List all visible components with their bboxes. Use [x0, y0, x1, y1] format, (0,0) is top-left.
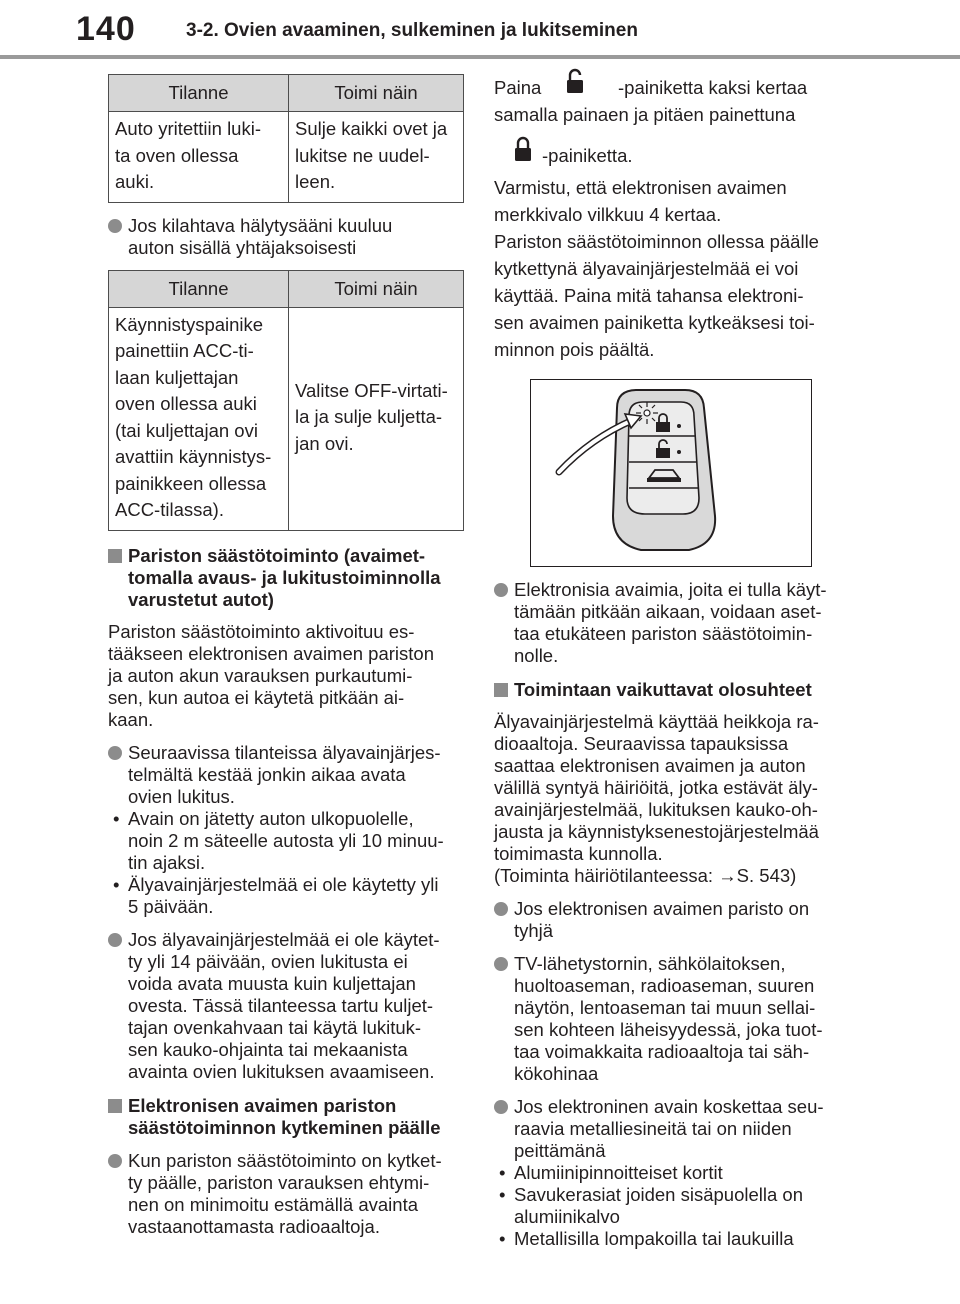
bullet-dot-icon: [108, 219, 122, 233]
table-header-action: Toimi näin: [289, 270, 464, 307]
sub-item-metal-wallets: • Metallisilla lompakoilla tai laukuilla: [499, 1228, 794, 1249]
table-cell-action: Valitse OFF-virtati- la ja sulje kuljetta- jan ovi.: [289, 307, 464, 530]
bullet-dot-icon: [108, 746, 122, 760]
sub-item-not-used: • Älyavainjärjestelmää ei ole käytetty yli 5 päivään.: [113, 873, 439, 917]
bullet-radio-sources: TV-lähetystornin, sähkölaitoksen, huoltoaseman, radioaseman, suuren näytön, lentoaseman tai muun sellai- sen kohteen läheisyydessä, joka tuot- taa voimakkaita radioaaltoja tai säh- kökohinaa: [494, 953, 854, 1085]
sub-item-cigarette-cases: • Savukerasiat joiden sisäpuolella on alumiinikalvo: [499, 1184, 803, 1227]
sub-item-aluminium-cards: • Alumiinipinnoitteiset kortit: [499, 1162, 723, 1183]
bullet-14-days: Jos älyavainjärjestelmää ei ole käytet- ty yli 14 päivään, ovien lukitusta ei voida avata muusta kuin kuljettajan ovesta. Tässä tilanteessa tartu kuljet- tajan ovenkahvaan tai käytä lukituk- sen kauko-ohjainta tai mekaanista avainta ovien lukituksen avaamiseen.: [108, 929, 464, 1083]
table-cell-action: Sulje kaikki ovet ja lukitse ne uudel- leen.: [289, 112, 464, 203]
right-column: [494, 74, 854, 1250]
bullet-enabled: Kun pariston säästötoiminto on kytket- ty päälle, pariston varauksen ehtymi- nen on minimoitu estämällä avainta vastaanottamasta radioaaltoja.: [108, 1150, 464, 1238]
bullet-metal-objects: Jos elektroninen avain koskettaa seu- raavia metalliesineitä tai on niiden peittämänä: [494, 1096, 854, 1162]
electronic-key-figure: [531, 380, 810, 565]
bullet-dot-icon: [494, 583, 508, 597]
table-door-open: [108, 74, 464, 203]
unlock-icon: [566, 68, 584, 94]
table-header-situation: Tilanne: [109, 270, 289, 307]
table-header-action: Toimi näin: [289, 75, 464, 112]
bullet-dot-icon: [494, 1100, 508, 1114]
left-column: [108, 74, 464, 1238]
lock-icon: [514, 136, 532, 162]
bullet-dot-icon: [108, 1154, 122, 1168]
heading-square-icon: [108, 1099, 122, 1113]
sub-item-key-outside: • Avain on jätetty auton ulkopuolelle, noin 2 m säteelle autosta yli 10 minuu- tin ajaksi.: [113, 807, 444, 873]
heading-square-icon: [108, 549, 122, 563]
heading-conditions: Toimintaan vaikuttavat olosuhteet: [494, 679, 854, 701]
bullet-alarm: Jos kilahtava hälytysääni kuuluu auton sisällä yhtäjaksoisesti: [108, 215, 464, 259]
heading-square-icon: [494, 683, 508, 697]
table-cell-situation: Käynnistyspainike painettiin ACC-ti- laan kuljettajan oven ollessa auki (tai kuljettajan ovi avattiin käynnistys- painikkeen ollessa ACC-tilassa).: [109, 307, 289, 530]
table-row: [109, 112, 464, 203]
section-title: 3-2. Ovien avaaminen, sulkeminen ja lukitseminen: [186, 20, 638, 41]
heading-enable-saving: Elektronisen avaimen pariston säästötoiminnon kytkeminen päälle: [108, 1095, 464, 1139]
bullet-unused-keys: Elektronisia avaimia, joita ei tulla käyt- tämään pitkään aikaan, voidaan aset- taa etukäteen pariston säästötoimin- nolle.: [494, 579, 854, 667]
heading-battery-saving: Pariston säästötoiminto (avaimet- tomalla avaus- ja lukitustoiminnolla varustetut autot): [108, 545, 464, 611]
bullet-delay: Seuraavissa tilanteissa älyavainjärjes- telmältä kestää jonkin aikaa avata ovien lukitus.: [108, 742, 464, 808]
header-rule: [0, 55, 960, 59]
smart-key-illustration: [530, 379, 812, 567]
bullet-dot-icon: [108, 933, 122, 947]
page-number: 140: [76, 10, 136, 48]
table-acc: [108, 270, 464, 531]
bullet-battery-empty: Jos elektronisen avaimen paristo on tyhjä: [494, 898, 854, 942]
press-instructions: Paina -painiketta kaksi kertaa samalla painaen ja pitäen painettuna -painiketta. Varmistu, että elektronisen avaimen merkkivalo vilkkuu 4 kertaa. Pariston säästötoiminnon ollessa päälle kytkettynä älyavainjärjestelmää ei voi käyttää. Paina mitä tahansa elektroni- sen avaimen painiketta kytkeäksesi toi- minnon pois päältä.: [494, 74, 854, 363]
table-cell-situation: Auto yritettiin luki- ta oven ollessa auki.: [109, 112, 289, 203]
table-header-situation: Tilanne: [109, 75, 289, 112]
bullet-dot-icon: [494, 957, 508, 971]
paragraph-conditions: Älyavainjärjestelmä käyttää heikkoja ra- dioaaltoja. Seuraavissa tapauksissa saattaa elektronisen avaimen ja auton välillä syntyä häiriöitä, jotka estävät äly- avainjärjestelmää, lukituksen kauko-oh- jausta ja käynnistyksenestojärjestelmää toimimasta kunnolla. (Toiminta häiriötilanteessa: →S. 543): [494, 711, 819, 886]
table-row: [109, 307, 464, 530]
page-header: [0, 0, 960, 60]
paragraph-battery-saving: Pariston säästötoiminto aktivoituu es- tääkseen elektronisen avaimen pariston ja auton akun varauksen purkautumi- sen, kun autoa ei käytetä pitkään ai- kaan.: [108, 620, 434, 730]
bullet-dot-icon: [494, 902, 508, 916]
